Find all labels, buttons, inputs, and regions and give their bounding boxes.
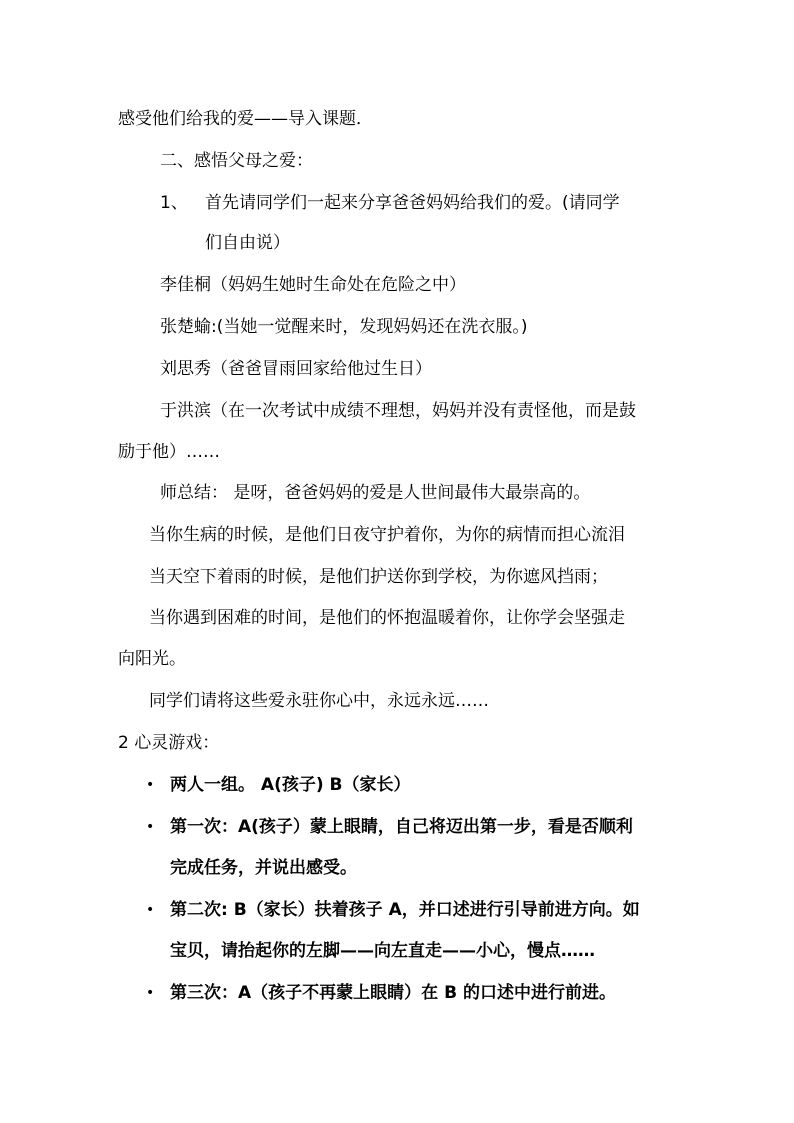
paragraph-line: 当你生病的时候，是他们日夜守护着你，为你的病情而担心流泪 <box>149 525 625 545</box>
item-text: 首先请同学们一起来分享爸爸妈妈给我们的爱。(请同学 <box>205 193 620 213</box>
bullet-text: 两人一组。 A(孩子) B（家长） <box>170 775 411 795</box>
share-line-continued: 励于他）…… <box>118 442 220 462</box>
bullet-dot: • <box>146 777 155 793</box>
bullet-text: 第一次：A(孩子）蒙上眼睛，自己将迈出第一步，看是否顺利 <box>170 817 633 837</box>
item-text-continued: 们自由说） <box>205 233 290 253</box>
paragraph-line: 同学们请将这些爱永驻你心中，永远永远…… <box>149 691 489 711</box>
bullet-text: 第三次：A（孩子不再蒙上眼睛）在 B 的口述中进行前进。 <box>170 983 616 1003</box>
intro-line: 感受他们给我的爱——导入课题． <box>118 109 373 129</box>
paragraph-line: 当你遇到困难的时间，是他们的怀抱温暖着你，让你学会坚强走 <box>149 608 625 628</box>
paragraph-line-continued: 向阳光。 <box>118 649 186 669</box>
share-line: 刘思秀（爸爸冒雨回家给他过生日） <box>160 359 432 379</box>
bullet-dot: • <box>146 985 155 1001</box>
bullet-dot: • <box>146 902 155 918</box>
item-number: 1、 <box>160 193 188 213</box>
bullet-text-continued: 宝贝，请抬起你的左脚——向左直走——小心，慢点…… <box>170 941 595 961</box>
section-heading: 二、感悟父母之爱： <box>160 151 313 171</box>
teacher-summary: 师总结： 是呀，爸爸妈妈的爱是人世间最伟大最崇高的。 <box>160 483 591 503</box>
share-line: 李佳桐（妈妈生她时生命处在危险之中） <box>160 275 466 295</box>
section-heading: 2 心灵游戏： <box>118 733 220 753</box>
bullet-dot: • <box>146 819 155 835</box>
bullet-text-continued: 完成任务，并说出感受。 <box>170 858 357 878</box>
paragraph-line: 当天空下着雨的时候，是他们护送你到学校，为你遮风挡雨； <box>149 567 608 587</box>
share-line: 于洪滨（在一次考试中成绩不理想，妈妈并没有责怪他，而是鼓 <box>160 401 636 421</box>
share-line: 张楚蝓:(当她一觉醒来时，发现妈妈还在洗衣服。) <box>160 317 528 337</box>
bullet-text: 第二次: B（家长）扶着孩子 A，并口述进行引导前进方向。如 <box>170 900 640 920</box>
